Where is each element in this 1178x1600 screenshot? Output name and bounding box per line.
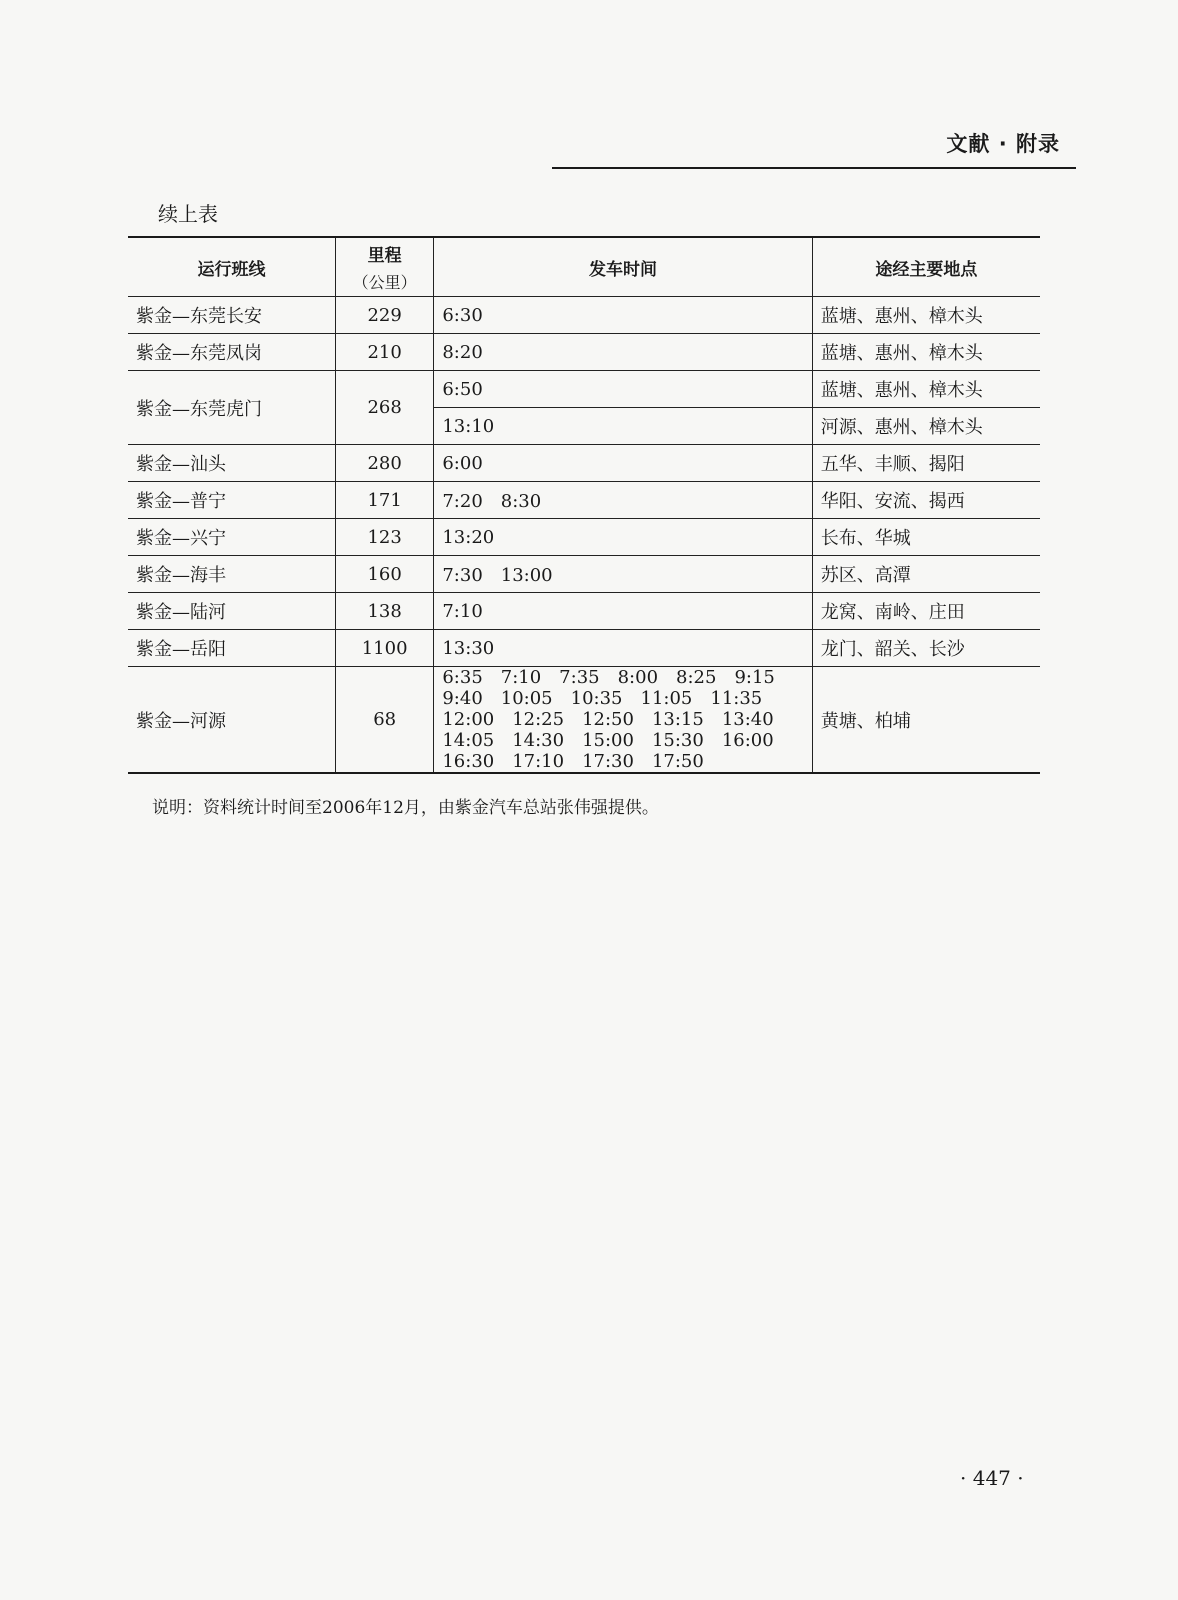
page-number: · 447 · <box>960 1466 1024 1490</box>
departure-time-cell: 13:10 <box>434 408 812 445</box>
continued-label: 续上表 <box>158 202 218 226</box>
route-cell: 紫金—海丰 <box>128 556 335 593</box>
via-stops-cell: 华阳、安流、揭西 <box>812 482 1040 519</box>
header-via: 途经主要地点 <box>812 237 1040 297</box>
departure-time-cell: 7:20 8:30 <box>434 482 812 519</box>
departure-time-cell: 7:30 13:00 <box>434 556 812 593</box>
distance-cell: 68 <box>335 667 433 774</box>
table-row <box>128 667 1040 774</box>
distance-cell: 138 <box>335 593 433 630</box>
route-cell: 紫金—陆河 <box>128 593 335 630</box>
departure-time-cell: 8:20 <box>434 334 812 371</box>
via-stops-cell: 五华、丰顺、揭阳 <box>812 445 1040 482</box>
via-stops-cell: 黄塘、柏埔 <box>812 667 1040 774</box>
via-stops-cell: 龙窝、南岭、庄田 <box>812 593 1040 630</box>
table-row <box>128 371 1040 408</box>
table-row <box>128 630 1040 667</box>
distance-cell: 123 <box>335 519 433 556</box>
distance-cell: 280 <box>335 445 433 482</box>
route-cell: 紫金—汕头 <box>128 445 335 482</box>
route-cell: 紫金—东莞长安 <box>128 297 335 334</box>
distance-cell: 229 <box>335 297 433 334</box>
distance-cell: 160 <box>335 556 433 593</box>
route-cell: 紫金—东莞虎门 <box>128 371 335 445</box>
route-cell: 紫金—岳阳 <box>128 630 335 667</box>
route-cell: 紫金—普宁 <box>128 482 335 519</box>
via-stops-cell: 苏区、高潭 <box>812 556 1040 593</box>
via-stops-cell: 蓝塘、惠州、樟木头 <box>812 371 1040 408</box>
distance-cell: 171 <box>335 482 433 519</box>
footnote: 说明：资料统计时间至2006年12月，由紫金汽车总站张伟强提供。 <box>152 798 659 818</box>
via-stops-cell: 蓝塘、惠州、樟木头 <box>812 334 1040 371</box>
departure-time-cell: 6:00 <box>434 445 812 482</box>
via-stops-cell: 长布、华城 <box>812 519 1040 556</box>
section-title: 文献 · 附录 <box>946 132 1060 156</box>
departure-time-cell: 6:30 <box>434 297 812 334</box>
departure-time-cell: 13:20 <box>434 519 812 556</box>
table-row <box>128 482 1040 519</box>
distance-cell: 210 <box>335 334 433 371</box>
table-row <box>128 593 1040 630</box>
departure-time-cell: 6:35 7:10 7:35 8:00 8:25 9:15 9:40 10:05 10:35 11:05 11:35 12:00 12:25 12:50 13:15 13:40 14:05 14:30 15:00 15:30 16:00 16:30 17:10 17:30 17:50 <box>434 667 812 774</box>
via-stops-cell: 河源、惠州、樟木头 <box>812 408 1040 445</box>
route-cell: 紫金—河源 <box>128 667 335 774</box>
table-body <box>128 297 1040 774</box>
departure-time-cell: 6:50 <box>434 371 812 408</box>
route-cell: 紫金—兴宁 <box>128 519 335 556</box>
table-row <box>128 445 1040 482</box>
departure-time-cell: 13:30 <box>434 630 812 667</box>
table-row <box>128 519 1040 556</box>
table-row <box>128 334 1040 371</box>
table-row <box>128 556 1040 593</box>
header-route: 运行班线 <box>128 237 335 297</box>
header-distance-unit: （公里） <box>352 273 417 292</box>
distance-cell: 268 <box>335 371 433 445</box>
header-distance <box>335 237 433 297</box>
departure-time-cell: 7:10 <box>434 593 812 630</box>
bus-schedule-table <box>128 236 1040 774</box>
table-header-row <box>128 237 1040 297</box>
table-row <box>128 297 1040 334</box>
header-departure: 发车时间 <box>434 237 812 297</box>
route-cell: 紫金—东莞凤岗 <box>128 334 335 371</box>
header-distance-label: 里程 <box>367 246 402 266</box>
via-stops-cell: 龙门、韶关、长沙 <box>812 630 1040 667</box>
distance-cell: 1100 <box>335 630 433 667</box>
via-stops-cell: 蓝塘、惠州、樟木头 <box>812 297 1040 334</box>
header-rule <box>552 167 1076 169</box>
